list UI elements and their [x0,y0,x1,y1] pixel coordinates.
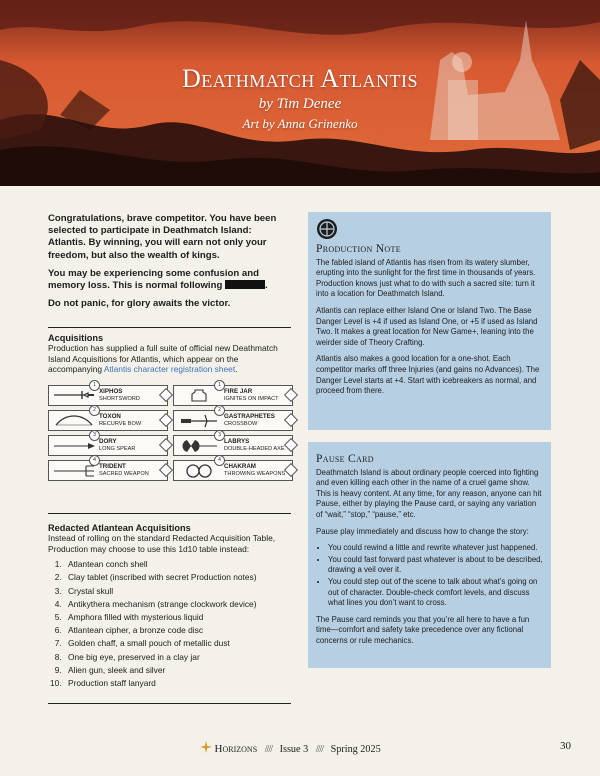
divider [48,703,291,704]
article-title: Deathmatch Atlantis [181,64,419,93]
acquisitions-body-text: Production has supplied a full suite of official new Deathmatch Island Acquisitions for Atlantis, which appear on the accompanying [48,343,278,375]
globe-icon [316,218,338,240]
separator: //// [315,744,324,755]
intro-paragraph-2-end: . [265,280,268,292]
acquisition-type: SACRED WEAPON [99,471,149,477]
die-icon: 3 [89,430,100,441]
acquisitions-body-end: . [235,364,238,375]
die-icon: 1 [214,380,225,391]
acquisition-card [173,407,293,431]
acquisition-card [48,382,168,406]
redacted-body: Instead of rolling on the standard Redacted Acquisition Table, Production may choose to use this 1d10 table instead: [48,533,276,554]
acquisition-name: LABRYS [224,438,250,445]
acquisition-card [48,432,168,456]
list-item: • You could step out of the scene to talk about what’s going on out of character. Double-check comfort levels, and discuss what lines you don’t want to cross. [328,577,543,609]
list-item: 7. Golden chaff, a small pouch of metallic dust [64,637,291,650]
acquisition-name: TOXON [99,413,121,420]
acquisition-name: TRIDENT [99,463,126,470]
axe-icon [177,438,221,453]
pause-card-list [316,543,543,609]
separator: //// [264,744,273,755]
redaction-bar [225,280,265,289]
left-column [48,213,291,689]
spear-icon [52,438,96,453]
list-item: 4. Antikythera mechanism (strange clockwork device) [64,598,291,611]
acquisition-card [173,457,293,481]
pause-card-box [308,442,551,668]
acquisition-name: XIPHOS [99,388,123,395]
pause-card-paragraph: The Pause card reminds you that you’re all here to have a fun time—comfort and safety take precedence over any fictional concerns or rule mechanics. [316,614,530,645]
jar-icon [177,388,221,403]
production-note-box [308,212,551,430]
checkbox[interactable] [159,463,173,477]
acquisition-name: CHAKRAM [224,463,256,470]
production-note-paragraph: Atlantis also makes a good location for a one-shot. Each competitor marks off three Injuries (and gains no Advances). The Danger Level starts at +4. Start with icebreakers as normal, and proceed from there. [316,354,540,396]
list-item: 5. Amphora filled with mysterious liquid [64,611,291,624]
die-icon: 4 [89,455,100,466]
registration-sheet-link[interactable]: Atlantis character registration sheet [103,364,236,375]
acquisition-card [48,407,168,431]
production-note-paragraph: The fabled island of Atlantis has risen from its watery slumber, erupting into the sunlight for the first time in thousands of years. Production knows just what to do with such a sacred site: turn it into a location for Deathmatch Island. [316,257,536,299]
acquisition-type: LONG SPEAR [99,446,136,452]
checkbox[interactable] [159,438,173,452]
production-note-heading: Production Note [316,242,401,255]
die-icon: 4 [214,455,225,466]
issue-season: Spring 2025 [330,744,381,755]
list-item: 10. Production staff lanyard [64,677,291,690]
acquisition-type: THROWING WEAPONS [224,471,286,477]
list-item: 3. Crystal skull [64,585,291,598]
acquisition-type: RECURVE BOW [99,421,142,427]
issue-number: Issue 3 [279,744,309,755]
pause-card-paragraph: Pause play immediately and discuss how to change the story: [316,526,529,536]
list-item: 2. Clay tablet (inscribed with secret Production notes) [64,571,291,584]
list-item: • You could fast forward past whatever is about to be described, drawing a veil over it. [328,555,543,576]
list-item: 6. Atlantean cipher, a bronze code disc [64,624,291,637]
checkbox[interactable] [284,463,298,477]
acquisition-card [173,382,293,406]
redacted-section [48,523,291,690]
magazine-name: Horizons [214,743,258,755]
acquisition-name: DORY [99,438,117,445]
divider [48,327,291,328]
chakram-icon [177,463,221,478]
star-icon [200,741,212,753]
production-note-paragraph: Atlantis can replace either Island One or Island Two. The Base Danger Level is +4 if used as Island One, or +5 if used as Island Two. It makes a great location for New Game+, leaning into the weirder side of Theory Crafting. [316,305,538,347]
list-item: 1. Atlantean conch shell [64,558,291,571]
intro-paragraph-2-text: You may be experiencing some confusion and memory loss. This is normal following [48,267,259,292]
acquisition-type: IGNITES ON IMPACT [224,396,279,402]
intro-paragraph-1: Congratulations, brave competitor. You have been selected to participate in Deathmatch Island: Atlantis. By winning, you will earn not only your freedom, but also the wealth of kings. [48,213,277,261]
checkbox[interactable] [159,388,173,402]
acquisition-type: SHORTSWORD [99,396,140,402]
die-icon: 1 [89,380,100,391]
intro-paragraph-3: Do not panic, for glory awaits the victor. [48,298,231,310]
hero-banner [0,0,600,186]
intro-block [48,213,291,310]
sword-icon [52,388,96,403]
pause-card-paragraph: Deathmatch Island is about ordinary people coerced into fighting and even killing each other in the name of a cruel game show. This is heavy content. At any time, for any reason, anyone can hit Pause, either by playing the Pause card, or saying any variation of “wait,” “stop,” “pause,” etc. [316,467,542,519]
pause-card-heading: Pause Card [316,452,374,465]
checkbox[interactable] [284,413,298,427]
article-byline: by Tim Denee [258,96,342,112]
page-footer [200,741,381,755]
acquisitions-heading: Acquisitions [48,333,104,343]
acquisition-card [173,432,293,456]
list-item: • You could rewind a little and rewrite whatever just happened. [328,543,543,554]
intro-paragraph-2 [48,268,291,292]
divider [48,513,291,514]
die-icon: 2 [89,405,100,416]
list-item: 9. Alien gun, sleek and silver [64,664,291,677]
acquisition-name: FIRE JAR [224,388,253,395]
redacted-list [48,558,291,690]
acquisition-type: DOUBLE-HEADED AXE [224,446,285,452]
acquisition-card [48,457,168,481]
redacted-heading: Redacted Atlantean Acquisitions [48,523,191,533]
art-credit: Art by Anna Grinenko [242,116,358,131]
bow-icon [52,413,96,428]
acquisitions-body [48,343,291,375]
checkbox[interactable] [284,438,298,452]
acquisition-type: CROSSBOW [224,421,258,427]
crossbow-icon [177,413,221,428]
checkbox[interactable] [284,388,298,402]
acquisitions-section [48,333,291,375]
page-number: 30 [560,740,571,752]
list-item: 8. One big eye, preserved in a clay jar [64,651,291,664]
die-icon: 3 [214,430,225,441]
die-icon: 2 [214,405,225,416]
acquisition-name: GASTRAPHETES [224,413,275,420]
checkbox[interactable] [159,413,173,427]
trident-icon [52,463,96,478]
